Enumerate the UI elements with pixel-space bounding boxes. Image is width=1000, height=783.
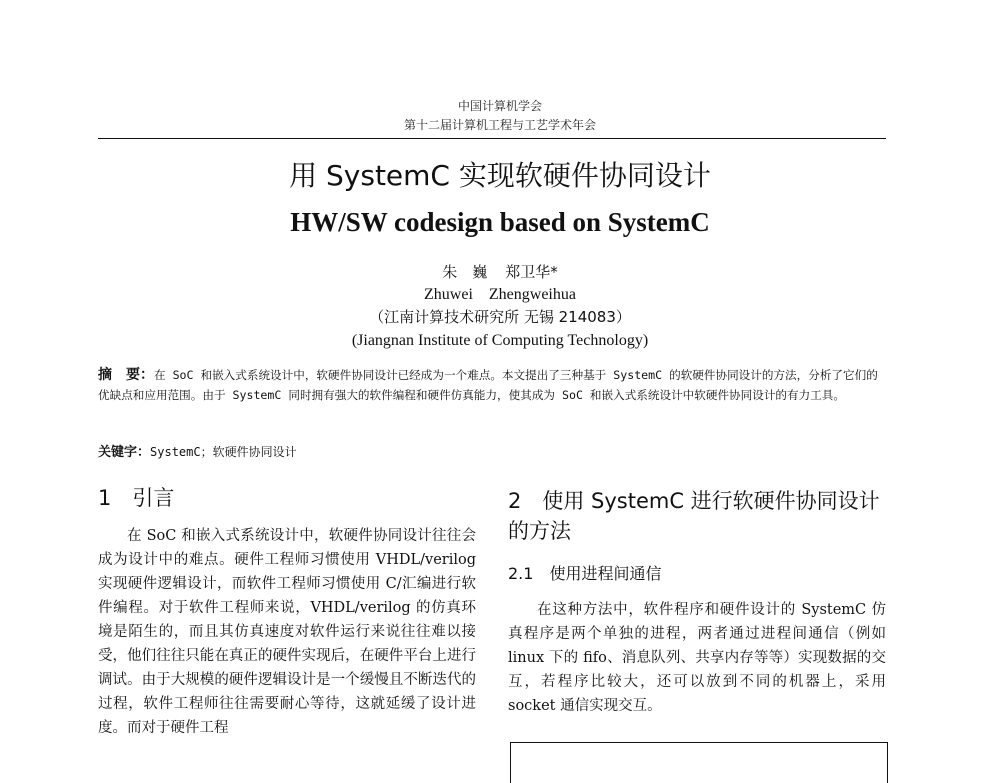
title-chinese: 用 SystemC 实现软硬件协同设计 [289,159,711,192]
section-2-1-paragraph: 在这种方法中，软件程序和硬件设计的 SystemC 仿真程序是两个单独的进程，两者通过进程间通信（例如 linux 下的 fifo、消息队列、共享内存等等）实现数据的交互，若程序比较大，还可以放到不同的机器上，采用 socket 通信实现交互。 [508,602,886,714]
section-1-paragraph: 在 SoC 和嵌入式系统设计中，软硬件协同设计往往会成为设计中的难点。硬件工程师习惯使用 VHDL/verilog 实现硬件逻辑设计，而软件工程师习惯使用 C/汇编进行软件编程。对于软件工程师来说，VHDL/verilog 的仿真环境是陌生的，而且其仿真速度对软件运行来说往往难以接受，他们往往只能在真正的硬件实现后，在硬件平台上进行调试。由于大规模的硬件逻辑设计是一个缓慢且不断迭代的过程，软件工程师往往需要耐心等待，这就延缓了设计进度。而对于硬件工程 [98,528,476,736]
author-2: 郑卫华* [505,263,558,281]
abstract [98,365,886,405]
author-1: 朱 巍 [442,263,488,281]
section-2-1-heading: 2.1 使用进程间通信 [508,564,662,583]
header-rule [98,138,886,139]
conference-org: 中国计算机学会 [457,99,542,113]
keywords-text: SystemC；软硬件协同设计 [150,445,297,459]
figure-frame [510,742,888,783]
section-1-heading: 1 引言 [98,486,175,510]
affiliation-chinese: （江南计算技术研究所 无锡 214083） [369,308,631,326]
conference-name: 第十二届计算机工程与工艺学术年会 [403,118,596,132]
keywords [98,443,886,462]
title-english: HW/SW codesign based on SystemC [290,207,710,237]
section-2-heading: 2 使用 SystemC 进行软硬件协同设计的方法 [508,489,880,543]
abstract-text: 在 SoC 和嵌入式系统设计中，软硬件协同设计已经成为一个难点。本文提出了三种基于 SystemC 的软硬件协同设计的方法，分析了它们的优缺点和应用范围。由于 SystemC 同时拥有强大的软件编程和硬件仿真能力，使其成为 SoC 和嵌入式系统设计中软硬件协同设计的有力工具。 [98,368,878,402]
keywords-label: 关键字： [98,445,151,460]
authors-chinese [0,262,1000,282]
authors-english: Zhuwei Zhengweihua [424,286,576,303]
abstract-label: 摘 要： [98,367,154,383]
affiliation-english: (Jiangnan Institute of Computing Technology) [351,332,649,349]
